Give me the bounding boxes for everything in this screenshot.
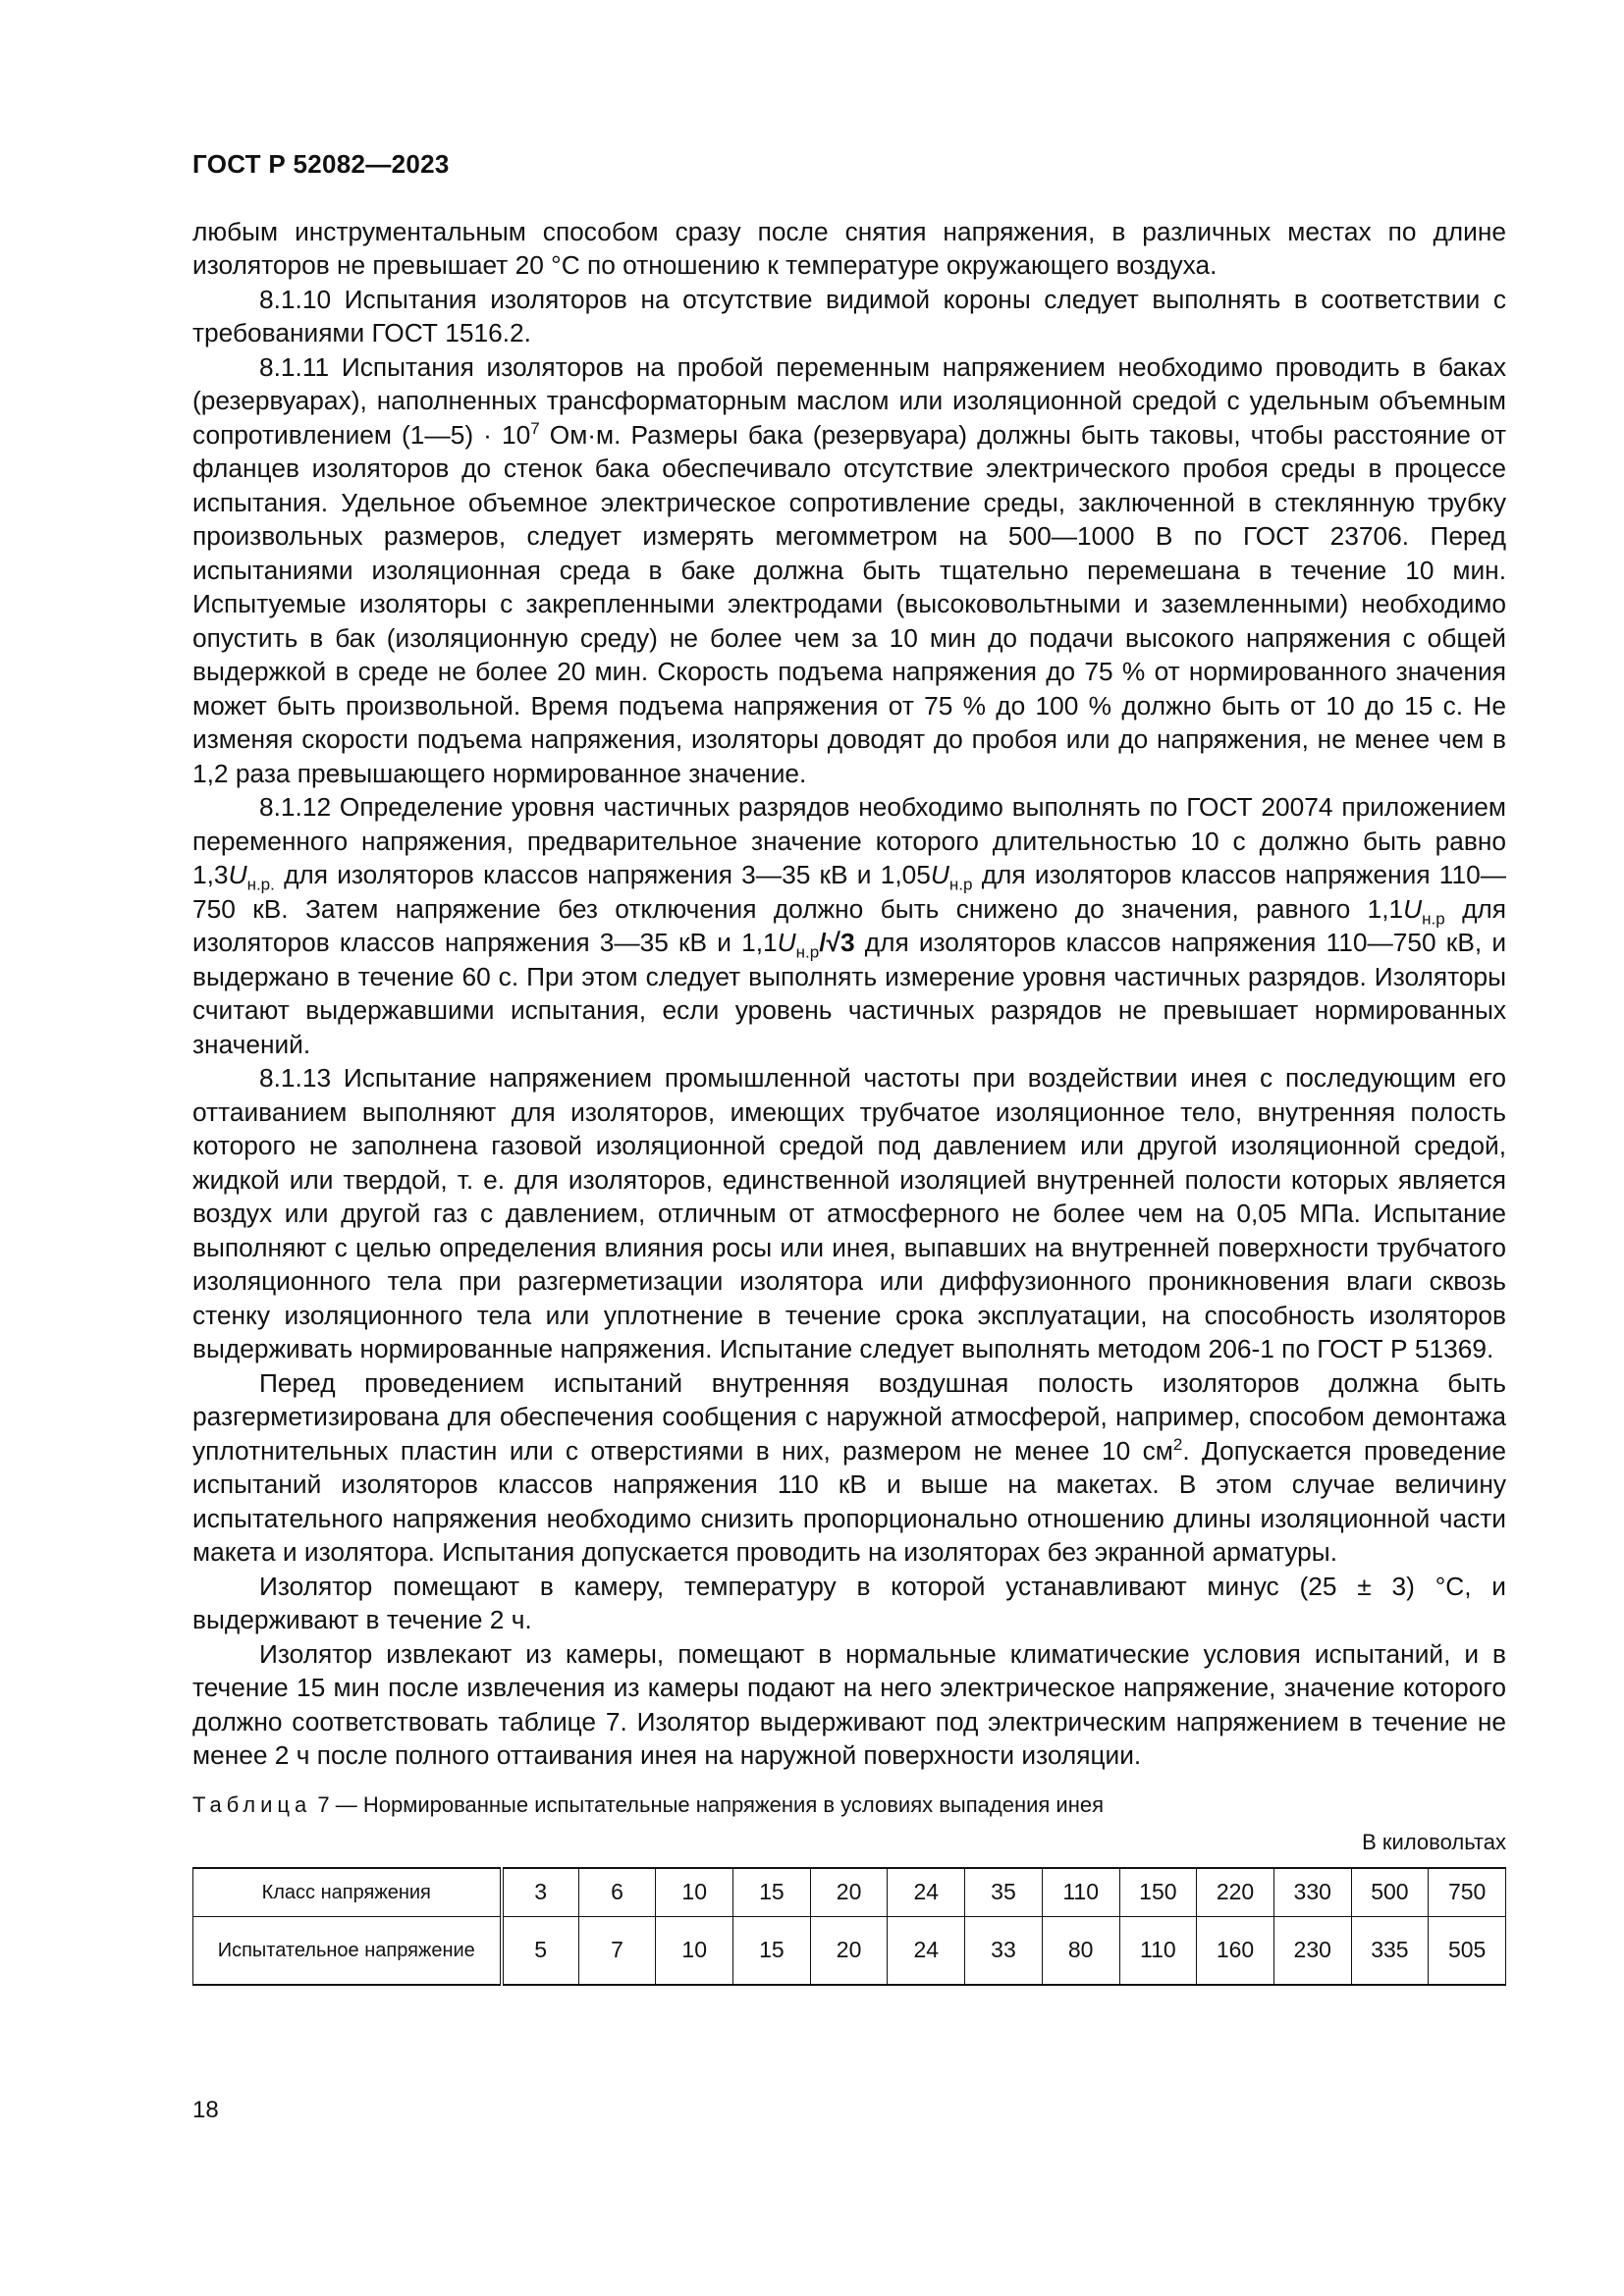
table-cell: 110 [1119,1916,1197,1985]
text-run: Перед проведением испытаний внутренняя воздушная полость изоляторов должна быть разгерметизирована для обеспечения сообщения с наружной атмосферой, например, способом демонтажа уплотнительных пластин или с отверстиями в них, размером не менее 10 см [192,1367,1506,1466]
table-cell: 20 [810,1916,888,1985]
table-cell: 33 [965,1916,1043,1985]
table-caption-label: Таблица [192,1791,312,1817]
sqrt-three: /√3 [819,928,855,957]
table-cell: 3 [502,1868,579,1917]
symbol-u: U [930,860,949,889]
paragraph-8-1-12 [192,790,1506,1061]
text-run: для изоляторов классов напряжения 110—750 кВ. Затем напряжение без отключения должно быть снижено до значения, равного 1,1 [192,860,1506,924]
paragraph-preparation [192,1366,1506,1570]
paragraph-extraction: Изолятор извлекают из камеры, помещают в нормальные климатические условия испытаний, и в течение 15 мин после извлечения из камеры подают на него электрическое напряжение, значение которого должно соответствовать таблице 7. Изолятор выдерживают под электрическим напряжением в течение не менее 2 ч после полного оттаивания инея на наружной поверхности изоляции. [192,1638,1506,1770]
text-run: 8.1.11 Испытания изоляторов на пробой переменным напряжением необходимо проводить в баках (резервуарах), наполненных трансформаторным маслом или изоляционной средой с удельным объемным сопротивлением (1—5) · 10 [192,351,1506,450]
table-cell: 10 [656,1868,733,1917]
document-page [192,147,1506,1986]
table-cell: 750 [1429,1868,1506,1917]
table-cell: 160 [1197,1916,1274,1985]
table-unit: В киловольтах [1362,1829,1506,1854]
text-run: Ом·м. Размеры бака (резервуара) должны быть таковы, чтобы расстояние от фланцев изоляторов до стенок бака обеспечивало отсутствие электрического пробоя среды в процессе испытания. Удельное объемное электрическое сопротивление среды, заключенной в стеклянную трубку произвольных размеров, следует измерять мегомметром на 500—1000 В по ГОСТ 23706. Перед испытаниями изоляционная среда в баке должна быть тщательно перемешана в течение 10 мин. Испытуемые изоляторы с закрепленными электродами (высоковольтными и заземленными) необходимо опустить в бак (изоляционную среду) не более чем за 10 мин до подачи высокого напряжения с общей выдержкой в среде не более 20 мин. Скорость подъема напряжения до 75 % от нормированного значения может быть произвольной. Время подъема напряжения от 75 % до 100 % должно быть от 10 до 15 с. Не изменяя скорости подъема напряжения, изоляторы доводят до пробоя или до напряжения, не менее чем в 1,2 раза превышающего нормированное значение. [192,419,1506,788]
document-header: ГОСТ Р 52082—2023 [192,149,450,179]
superscript: 2 [1172,1434,1183,1454]
table-cell: 505 [1429,1916,1506,1985]
table-cell: 110 [1042,1868,1119,1917]
table-cell: 10 [656,1916,733,1985]
table-cell: 230 [1273,1916,1351,1985]
paragraph-8-1-11 [192,350,1506,791]
table-cell: 35 [965,1868,1043,1917]
table-cell: 150 [1119,1868,1197,1917]
table-cell: 7 [578,1916,656,1985]
subscript: н.р [948,875,973,894]
table-cell: 15 [733,1868,811,1917]
table-cell: 5 [502,1916,579,1985]
symbol-u: U [777,928,796,957]
superscript: 7 [530,418,540,438]
row-header: Испытательное напряжение [193,1916,502,1985]
subscript: н.р. [246,875,275,894]
page-number: 18 [192,2097,219,2123]
text-run: для изоляторов классов напряжения 3—35 кВ и 1,05 [274,860,931,889]
symbol-u: U [228,860,247,889]
paragraph-chamber: Изолятор помещают в камеру, температуру в которой устанавливают минус (25 ± 3) °С, и выдерживают в течение 2 ч. [192,1571,1506,1634]
table-cell: 335 [1351,1916,1429,1985]
symbol-u: U [1403,893,1423,924]
table-caption [192,1790,1506,1820]
text-run: для изоляторов классов напряжения 3—35 кВ и 1,1 [192,893,1507,957]
table-cell: 15 [733,1916,811,1985]
table-row-test-voltage [193,1916,1506,1985]
row-header: Класс напряжения [193,1868,502,1917]
text-run: для изоляторов классов напряжения 110—750 кВ, и выдержано в течение 60 с. При этом следует выполнять измерение уровня частичных разрядов. Изоляторы считают выдержавшими испытания, если уровень частичных разрядов не превышает нормированных значений. [192,928,1507,1059]
table-7 [192,1867,1506,1986]
table-cell: 220 [1197,1868,1274,1917]
paragraph-8-1-13: 8.1.13 Испытание напряжением промышленной частоты при воздействии инея с последующим его оттаиванием выполняют для изоляторов, имеющих трубчатое изоляционное тело, внутренняя полость которого не заполнена газовой изоляционной средой под давлением или другой изоляционной средой, жидкой или твердой, т. е. для изоляторов, единственной изоляцией внутренней полости которых является воздух или другой газ с давлением, отличным от атмосферного не более чем на 0,05 МПа. Испытание выполняют с целью определения влияния росы или инея, выпавших на внутренней поверхности трубчатого изоляционного тела при разгерметизации изолятора или диффузионного проникновения влаги сквозь стенку изоляционного тела или уплотнение в течение срока эксплуатации, на способность изоляторов выдерживать нормированные напряжения. Испытание следует выполнять методом 206-1 по ГОСТ Р 51369. [192,1063,1506,1363]
text-run: 8.1.12 Определение уровня частичных разрядов необходимо выполнять по ГОСТ 20074 приложением переменного напряжения, предварительное значение которого длительностью 10 с должно быть равно 1,3 [192,792,1506,889]
subscript: н.р [795,942,820,962]
table-cell: 24 [888,1916,965,1985]
subscript: н.р [1422,908,1445,928]
table-cell: 24 [888,1868,965,1917]
table-cell: 20 [810,1868,888,1917]
table-cell: 500 [1351,1868,1429,1917]
text-run: . Допускается проведение испытаний изоляторов классов напряжения 110 кВ и выше на макетах. В этом случае величину испытательного напряжения необходимо снизить пропорционально отношению длины изоляционной части макета и изолятора. Испытания допускается проводить на изоляторах без экранной арматуры. [192,1435,1506,1567]
table-cell: 6 [578,1868,656,1917]
table-caption-text: 7 — Нормированные испытательные напряжения в условиях выпадения инея [311,1791,1105,1817]
table-cell: 330 [1273,1868,1351,1917]
table-cell: 80 [1042,1916,1119,1985]
paragraph-continuation: любым инструментальным способом сразу после снятия напряжения, в различных местах по длине изоляторов не превышает 20 °С по отношению к температуре окружающего воздуха. [192,216,1506,280]
paragraph-8-1-10: 8.1.10 Испытания изоляторов на отсутствие видимой короны следует выполнять в соответствии с требованиями ГОСТ 1516.2. [192,284,1506,347]
table-row-voltage-class [193,1868,1506,1917]
